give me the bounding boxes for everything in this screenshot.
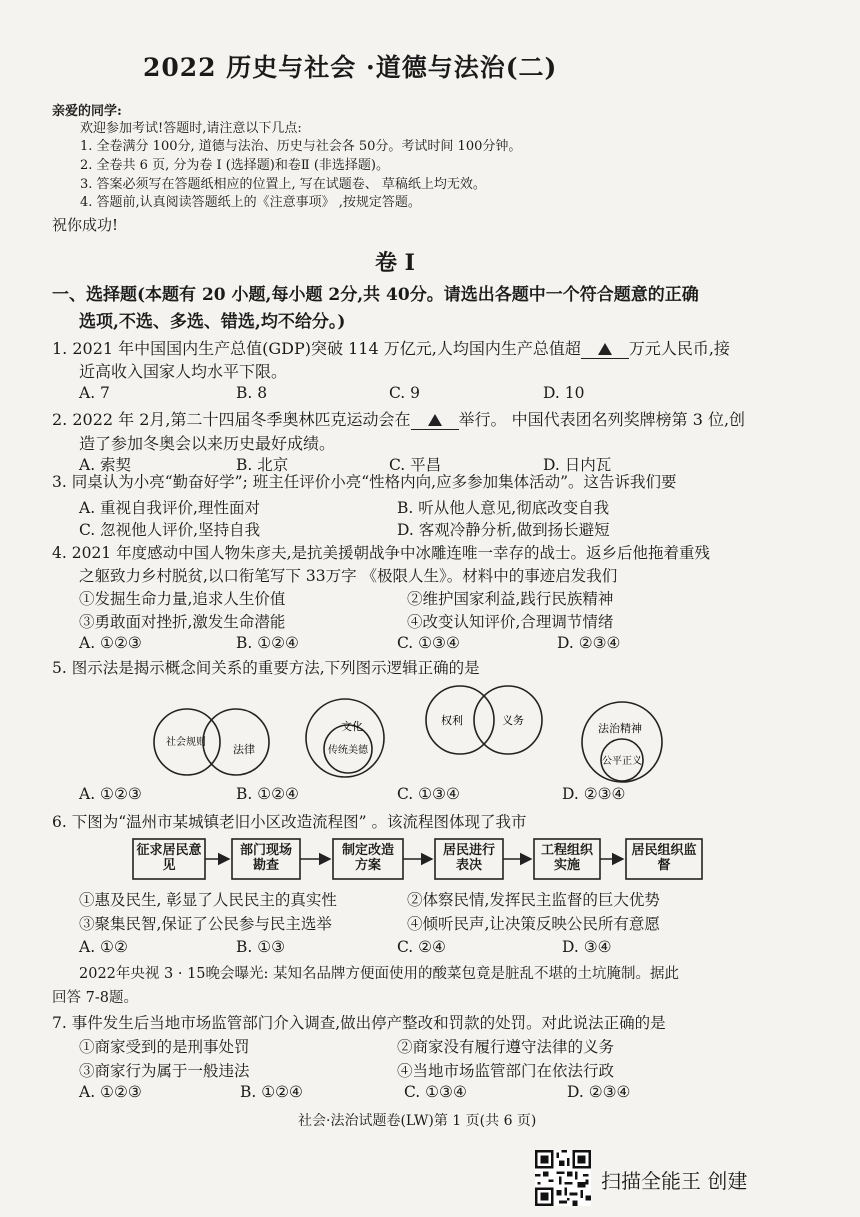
diagram-label: 义务 (502, 714, 524, 727)
option-a[interactable]: A. 索契 (79, 456, 132, 474)
diagram-label: 社会规则 (166, 737, 206, 748)
diagram-label: 法治精神 (598, 722, 642, 735)
question-1-stem: 近高收入国家人均水平下限。 (79, 362, 288, 381)
statement-1: ①发掘生命力量,追求人生价值 (79, 590, 286, 608)
statement-4: ④当地市场监管部门在依法行政 (397, 1062, 615, 1080)
option-a[interactable]: A. ①②③ (79, 634, 142, 652)
statement-4: ④改变认知评价,合理调节情绪 (407, 613, 614, 631)
option-c[interactable]: C. ①③④ (397, 785, 460, 803)
answer-blank (411, 409, 459, 430)
option-a[interactable]: A. 重视自我评价,理性面对 (79, 499, 260, 517)
statement-2: ②维护国家利益,践行民族精神 (407, 590, 614, 608)
option-c[interactable]: C. ①③④ (397, 634, 460, 652)
option-c[interactable]: C. 忽视他人评价,坚持自我 (79, 521, 261, 539)
option-a[interactable]: A. ①②③ (79, 785, 142, 803)
option-b[interactable]: B. ①②④ (236, 634, 299, 652)
diagram-2-outer (306, 699, 384, 777)
diagram-4-outer (582, 702, 662, 782)
option-b[interactable]: B. 8 (236, 384, 268, 402)
option-d[interactable]: D. 日内瓦 (543, 456, 612, 474)
statement-4: ④倾听民声,让决策反映公民所有意愿 (407, 915, 660, 933)
option-d[interactable]: D. 10 (543, 384, 585, 402)
diagram-label: 公平正义 (602, 756, 642, 767)
stem-text: 1. 2021 年中国国内生产总值(GDP)突破 114 万亿元,人均国内生产总值超 (52, 339, 581, 358)
option-d[interactable]: D. ②③④ (557, 634, 621, 652)
answer-blank (581, 338, 629, 359)
scanner-watermark: 扫描全能王 创建 (601, 1169, 748, 1193)
diagram-label: 传统美德 (328, 745, 368, 756)
diagram-label: 法律 (233, 743, 255, 756)
flow-label: 居民组织监督 (631, 843, 697, 873)
option-b[interactable]: B. 听从他人意见,彻底改变自我 (397, 499, 610, 517)
page-footer: 社会·法治试题卷(LW)第 1 页(共 6 页) (298, 1113, 537, 1129)
option-a[interactable]: A. 7 (79, 384, 110, 402)
notice-line: 欢迎参加考试!答题时,请注意以下几点: (80, 121, 302, 136)
flow-label: 居民进行表决 (442, 843, 495, 873)
section-instruction: 选项,不选、多选、错选,均不给分。) (79, 312, 346, 332)
statement-1: ①惠及民生, 彰显了人民民主的真实性 (79, 891, 337, 909)
diagram-label: 文化 (341, 720, 363, 733)
section-title: 卷 Ⅰ (375, 250, 415, 276)
flow-label: 征求居民意见 (136, 843, 202, 873)
flow-label: 制定改造方案 (341, 843, 394, 873)
option-b[interactable]: B. ①③ (236, 938, 286, 956)
diagram-label: 权利 (441, 714, 463, 727)
question-4-stem: 之躯致力乡村脱贫,以口衔笔写下 33万字 《极限人生》。材料中的事迹启发我们 (79, 567, 618, 585)
question-5-stem: 5. 图示法是揭示概念间关系的重要方法,下列图示逻辑正确的是 (52, 659, 480, 677)
option-a[interactable]: A. ①② (79, 938, 128, 956)
statement-2: ②商家没有履行遵守法律的义务 (397, 1038, 615, 1056)
question-1-stem (52, 336, 730, 359)
material-text: 2022年央视 3 · 15晚会曝光: 某知名品牌方便面使用的酸菜包竟是脏乱不堪的土坑腌制。据此 (79, 966, 680, 982)
notice-line: 2. 全卷共 6 页, 分为卷 Ⅰ (选择题)和卷Ⅱ (非选择题)。 (80, 158, 389, 173)
question-3-stem: 3. 同桌认为小亮“勤奋好学”; 班主任评价小亮“性格内向,应多参加集体活动”。这告诉我们要 (52, 473, 677, 491)
statement-1: ①商家受到的是刑事处罚 (79, 1038, 250, 1056)
material-text: 回答 7-8题。 (52, 990, 138, 1006)
section-instruction: 一、选择题(本题有 20 小题,每小题 2分,共 40分。请选出各题中一个符合题意的正确 (52, 285, 699, 305)
option-d[interactable]: D. ③④ (562, 938, 612, 956)
triangle-icon (428, 414, 442, 426)
diagram-1-circle-right (203, 709, 269, 775)
flow-chart (0, 835, 860, 885)
option-c[interactable]: C. ②④ (397, 938, 446, 956)
statement-3: ③聚集民智,保证了公民参与民主选举 (79, 915, 332, 933)
option-d[interactable]: D. ②③④ (562, 785, 626, 803)
qr-code-icon (535, 1150, 591, 1206)
option-b[interactable]: B. ①②④ (240, 1083, 303, 1101)
question-2-stem (52, 407, 745, 430)
option-d[interactable]: D. 客观冷静分析,做到扬长避短 (397, 521, 610, 539)
notice-line: 4. 答题前,认真阅读答题纸上的《注意事项》 ,按规定答题。 (80, 195, 421, 210)
question-2-stem: 造了参加冬奥会以来历史最好成绩。 (79, 434, 336, 453)
option-b[interactable]: B. ①②④ (236, 785, 299, 803)
statement-3: ③商家行为属于一般违法 (79, 1062, 250, 1080)
stem-text: 2. 2022 年 2月,第二十四届冬季奥林匹克运动会在 (52, 410, 411, 429)
notice-heading: 亲爱的同学: (52, 104, 122, 119)
wish-text: 祝你成功! (52, 216, 119, 234)
flow-label: 工程组织实施 (540, 843, 593, 873)
notice-line: 3. 答案必须写在答题纸相应的位置上, 写在试题卷、 草稿纸上均无效。 (80, 177, 486, 192)
concept-diagrams (0, 680, 860, 785)
option-c[interactable]: C. 平昌 (389, 456, 442, 474)
question-6-stem: 6. 下图为“温州市某城镇老旧小区改造流程图” 。该流程图体现了我市 (52, 813, 527, 831)
option-c[interactable]: C. ①③④ (404, 1083, 467, 1101)
statement-3: ③勇敢面对挫折,激发生命潜能 (79, 613, 286, 631)
option-d[interactable]: D. ②③④ (567, 1083, 631, 1101)
option-c[interactable]: C. 9 (389, 384, 421, 402)
option-b[interactable]: B. 北京 (236, 456, 289, 474)
notice-line: 1. 全卷满分 100分, 道德与法治、历史与社会各 50分。考试时间 100分钟。 (80, 139, 522, 154)
stem-text: 举行。 中国代表团名列奖牌榜第 3 位,创 (458, 410, 746, 429)
option-a[interactable]: A. ①②③ (79, 1083, 142, 1101)
statement-2: ②体察民情,发挥民主监督的巨大优势 (407, 891, 660, 909)
triangle-icon (598, 343, 612, 355)
stem-text: 万元人民币,接 (628, 339, 730, 358)
flow-label: 部门现场勘查 (239, 843, 292, 873)
question-4-stem: 4. 2021 年度感动中国人物朱彦夫,是抗美援朝战争中冰雕连唯一幸存的战士。返乡后他拖着重残 (52, 544, 711, 562)
question-7-stem: 7. 事件发生后当地市场监管部门介入调查,做出停产整改和罚款的处罚。对此说法正确的是 (52, 1014, 666, 1032)
exam-title: 2022 历史与社会 ·道德与法治(二) (143, 53, 558, 82)
